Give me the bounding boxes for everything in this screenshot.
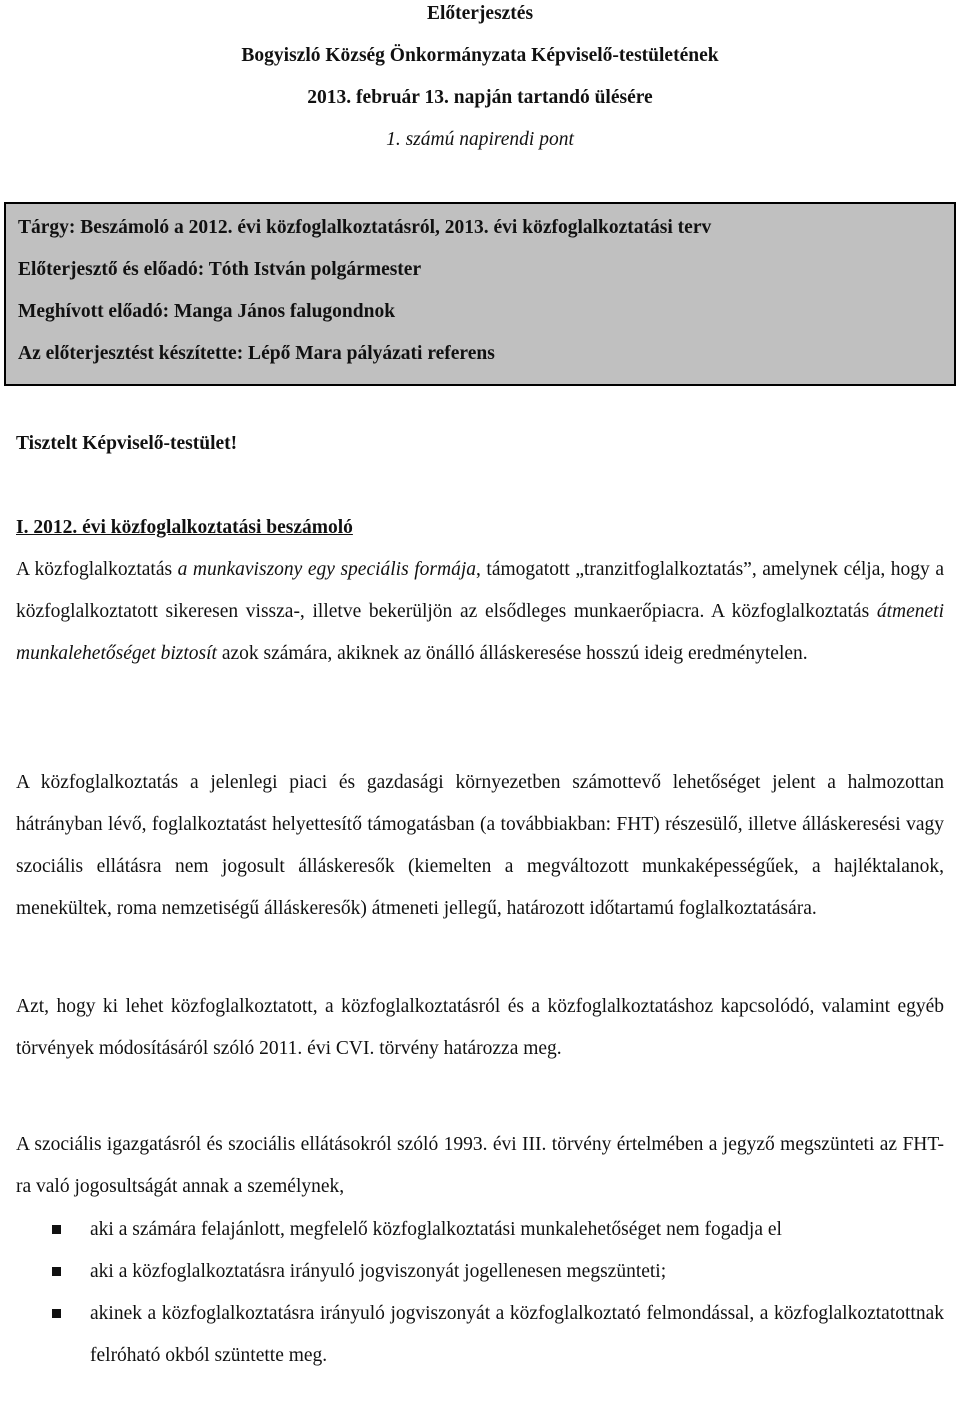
paragraph-4: A szociális igazgatásról és szociális ellátásokról szóló 1993. évi III. törvény értelmében a jegyző megszünteti az FHT-ra való jogosultságát annak a személynek, bbox=[16, 1134, 944, 1197]
conditions-list bbox=[16, 1209, 944, 1377]
list-item bbox=[16, 1293, 944, 1377]
square-bullet-icon bbox=[52, 1309, 61, 1318]
square-bullet-icon bbox=[52, 1267, 61, 1276]
subject-box bbox=[4, 202, 956, 386]
prepared-by-line: Az előterjesztést készítette: Lépő Mara pályázati referens bbox=[18, 343, 495, 364]
presenter-line: Előterjesztő és előadó: Tóth István polgármester bbox=[18, 259, 422, 280]
salutation: Tisztelt Képviselő-testület! bbox=[16, 433, 238, 454]
p1-text-b: , támogatott „tranzitfoglalkoztatás”, amelynek célja, hogy a közfoglalkoztatott sikeresen vissza-, illetve bekerüljön az elsődleges munkaerőpiacra. A közfoglalkoztatás bbox=[16, 559, 944, 622]
subject-line: Tárgy: Beszámoló a 2012. évi közfoglalkoztatásról, 2013. évi közfoglalkoztatási terv bbox=[18, 217, 712, 238]
meeting-date: 2013. február 13. napján tartandó ülésére bbox=[307, 87, 653, 108]
list-item-text: aki a közfoglalkoztatásra irányuló jogviszonyát jogellenesen megszünteti; bbox=[90, 1261, 667, 1282]
list-item-text: aki a számára felajánlott, megfelelő közfoglalkoztatási munkalehetőséget nem fogadja el bbox=[90, 1219, 782, 1240]
list-item-text: akinek a közfoglalkoztatásra irányuló jogviszonyát a közfoglalkoztató felmondással, a közfoglalkoztatottnak felróható okból szüntette meg. bbox=[90, 1303, 944, 1366]
agenda-item: 1. számú napirendi pont bbox=[386, 129, 574, 150]
invited-presenter-line: Meghívott előadó: Manga János falugondnok bbox=[18, 301, 396, 322]
square-bullet-icon bbox=[52, 1225, 61, 1234]
list-item bbox=[16, 1251, 944, 1293]
doc-title: Előterjesztés bbox=[426, 3, 534, 24]
section-title: I. 2012. évi közfoglalkoztatási beszámoló bbox=[16, 517, 353, 538]
list-item bbox=[16, 1209, 944, 1251]
paragraph-3: Azt, hogy ki lehet közfoglalkoztatott, a közfoglalkoztatásról és a közfoglalkoztatáshoz kapcsolódó, valamint egyéb törvények módosításáról szóló 2011. évi CVI. törvény határozza meg. bbox=[16, 996, 944, 1059]
p1-text-c: azok számára, akiknek az önálló álláskeresése hosszú ideig eredménytelen. bbox=[216, 643, 808, 664]
council-name: Bogyiszló Község Önkormányzata Képviselő-testületének bbox=[241, 45, 719, 66]
p1-italic-b: átmeneti munkalehetőséget biztosít bbox=[16, 601, 944, 664]
paragraph-1 bbox=[16, 549, 944, 675]
p1-italic-a: a munkaviszony egy speciális formája bbox=[177, 559, 476, 580]
p1-text-a: A közfoglalkoztatás bbox=[16, 559, 178, 580]
paragraph-2: A közfoglalkoztatás a jelenlegi piaci és gazdasági környezetben számottevő lehetőséget jelent a halmozottan hátrányban lévő, foglalkoztatást helyettesítő támogatásban (a továbbiakban: FHT) részesülő, illetve álláskeresési vagy szociális ellátásra nem jogosult álláskeresők (kiemelten a megváltozott munkaképességűek, a hajléktalanok, menekültek, roma nemzetiségű álláskeresők) átmeneti jellegű, határozott időtartamú foglalkoztatására. bbox=[16, 772, 944, 919]
